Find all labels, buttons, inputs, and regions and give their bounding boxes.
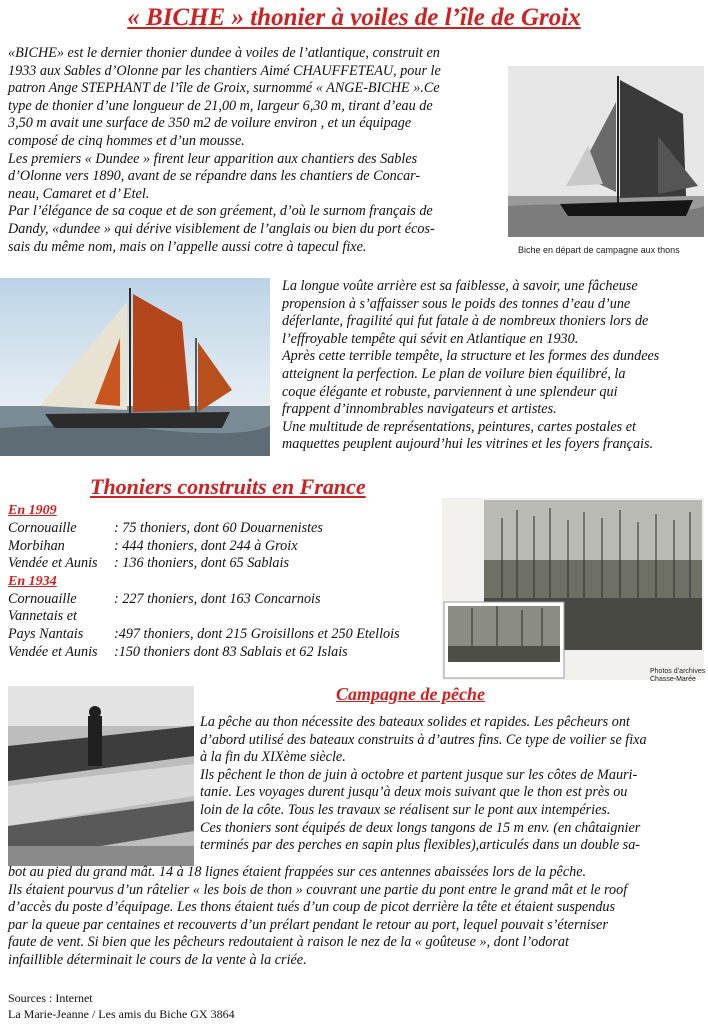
campagne-line: Ils pêchent le thon de juin à octobre et partent jusque sur les côtes de Mauri- — [200, 766, 638, 783]
campagne-text-full — [8, 864, 706, 970]
campagne-line: tanie. Les voyages durent jusqu’à deux mois suivant que le thon est près ou — [200, 784, 628, 801]
voute-line: propension à s’affaisser sous le poids des tonnes d’eau d’une — [282, 295, 631, 312]
voute-line: Une multitude de représentations, peintures, cartes postales et — [282, 418, 636, 435]
campagne-line: loin de la côte. Tous les travaux se réalisent sur le pont aux intempéries. — [200, 801, 611, 818]
voute-line: coque élégante et robuste, parviennent à une splendeur qui — [282, 383, 618, 400]
voute-line: l’effroyable tempête qui sévit en Atlantique en 1930. — [282, 330, 579, 347]
voute-line: La longue voûte arrière est sa faiblesse, à savoir, une fâcheuse — [282, 278, 638, 294]
voute-line: atteignent la perfection. Le plan de voilure bien équilibré, la — [282, 365, 626, 382]
intro-text — [8, 45, 506, 256]
sources — [8, 990, 408, 1022]
intro-line: «BICHE» est le dernier thonier dundee à voiles de l’atlantique, construit en — [8, 45, 440, 61]
intro-line: 1933 aux Sables d’Olonne par les chantiers Aimé CHAUFFETEAU, pour le — [8, 62, 441, 79]
page-title: « BICHE » thonier à voiles de l’île de Groix — [127, 4, 581, 31]
intro-line: type de thonier d’une longueur de 21,00 m, largeur 6,30 m, tirant d’eau de — [8, 97, 433, 114]
stat-row: Vannetais et — [8, 608, 77, 625]
stat-row: Morbihan : 444 thoniers, dont 244 à Groix — [8, 537, 298, 554]
intro-line: composé de cinq hommes et d’un mousse. — [8, 132, 245, 149]
intro-line: Dandy, «dundee » qui dérive visiblement de l’anglais ou bien du port écos- — [8, 220, 435, 237]
campagne-line: à la fin du XIXème siècle. — [200, 749, 346, 766]
voute-line: Après cette terrible tempête, la structure et les formes des dundees — [282, 348, 660, 365]
intro-line: 3,50 m avait une surface de 350 m2 de voilure environ , et un équipage — [8, 115, 412, 132]
intro-line: Par l’élégance de sa coque et de son gréement, d’où le surnom français de — [8, 203, 433, 220]
boatyard-photo — [8, 686, 194, 866]
biche-departure-photo — [508, 66, 704, 237]
thoniers-stats — [8, 502, 448, 661]
intro-line: sais du même nom, mais on l’appelle aussi cotre à tapecul fixe. — [8, 238, 367, 255]
campagne-line: La pêche au thon nécessite des bateaux solides et rapides. Les pêcheurs ont — [200, 714, 630, 730]
section-title-campagne: Campagne de pêche — [336, 684, 485, 704]
voute-line: déferlante, fragilité qui fut fatale à de nombreux thoniers lors de — [282, 313, 649, 330]
section-title-thoniers: Thoniers construits en France — [90, 474, 366, 499]
stat-row: Cornouaille : 75 thoniers, dont 60 Douarnenistes — [8, 520, 323, 536]
voute-text — [282, 278, 706, 454]
voute-line: maquettes peuplent aujourd’hui les vitrines et les foyers français. — [282, 436, 654, 453]
campagne-text — [200, 714, 706, 855]
postcard-caption: Photos d’archives Chasse-Marée — [650, 668, 706, 683]
sources-detail: La Marie-Jeanne / Les amis du Biche GX 3864 — [8, 1007, 235, 1021]
red-sails-photo — [0, 278, 270, 456]
campagne-line: par la queue par centaines et recouverts d’un prélart pendant le retour au port, lequel pouvait s’éterniser — [8, 916, 608, 933]
campagne-line: infaillible déterminait le cours de la vente à la criée. — [8, 951, 307, 968]
stat-row: Vendée et Aunis :150 thoniers dont 83 Sablais et 62 Islais — [8, 643, 348, 660]
campagne-line: d’accès du poste d’équipage. Les thons étaient tués d’un coup de picot derrière la tête et étaient suspendus — [8, 899, 616, 916]
intro-line: Les premiers « Dundee » firent leur apparition aux chantiers des Sables — [8, 150, 418, 167]
stat-row: Vendée et Aunis : 136 thoniers, dont 65 Sablais — [8, 555, 289, 572]
year-heading: En 1934 — [8, 573, 57, 589]
intro-line: patron Ange STEPHANT de l’île de Groix, surnommé « ANGE-BICHE ».Ce — [8, 80, 440, 97]
intro-line: d’Olonne vers 1890, avant de se répandre dans les chantiers de Concar- — [8, 168, 421, 185]
stat-row: Cornouaille : 227 thoniers, dont 163 Concarnois — [8, 590, 321, 607]
campagne-line: d’abord utilisé des bateaux construits à d’autres fins. Ce type de voilier se fixa — [200, 731, 647, 748]
campagne-line: bot au pied du grand mât. 14 à 18 lignes étaient frappées sur ces antennes abaissées lors de la pêche. — [8, 864, 587, 880]
photo-caption: Biche en départ de campagne aux thons — [518, 245, 680, 255]
campagne-line: terminés par des perches en sapin plus flexibles),articulés dans un double sa- — [200, 837, 641, 854]
year-heading: En 1909 — [8, 503, 57, 518]
postcard-photo — [442, 498, 704, 680]
sources-label: Sources : Internet — [8, 991, 93, 1005]
campagne-line: faute de vent. Si bien que les pêcheurs redoutaient à raison le nez de la « goûteuse », dont l’odorat — [8, 934, 569, 951]
campagne-line: Ces thoniers sont équipés de deux longs tangons de 15 m env. (en châtaignier — [200, 819, 641, 836]
campagne-line: Ils étaient pourvus d’un râtelier « les bois de thon » couvrant une partie du pont entre le grand mât et le roof — [8, 881, 628, 898]
voute-line: frappent d’innombrables navigateurs et artistes. — [282, 401, 557, 418]
stat-row: Pays Nantais :497 thoniers, dont 215 Groisillons et 250 Etellois — [8, 625, 400, 642]
intro-line: neau, Camaret et d’ Etel. — [8, 185, 150, 202]
